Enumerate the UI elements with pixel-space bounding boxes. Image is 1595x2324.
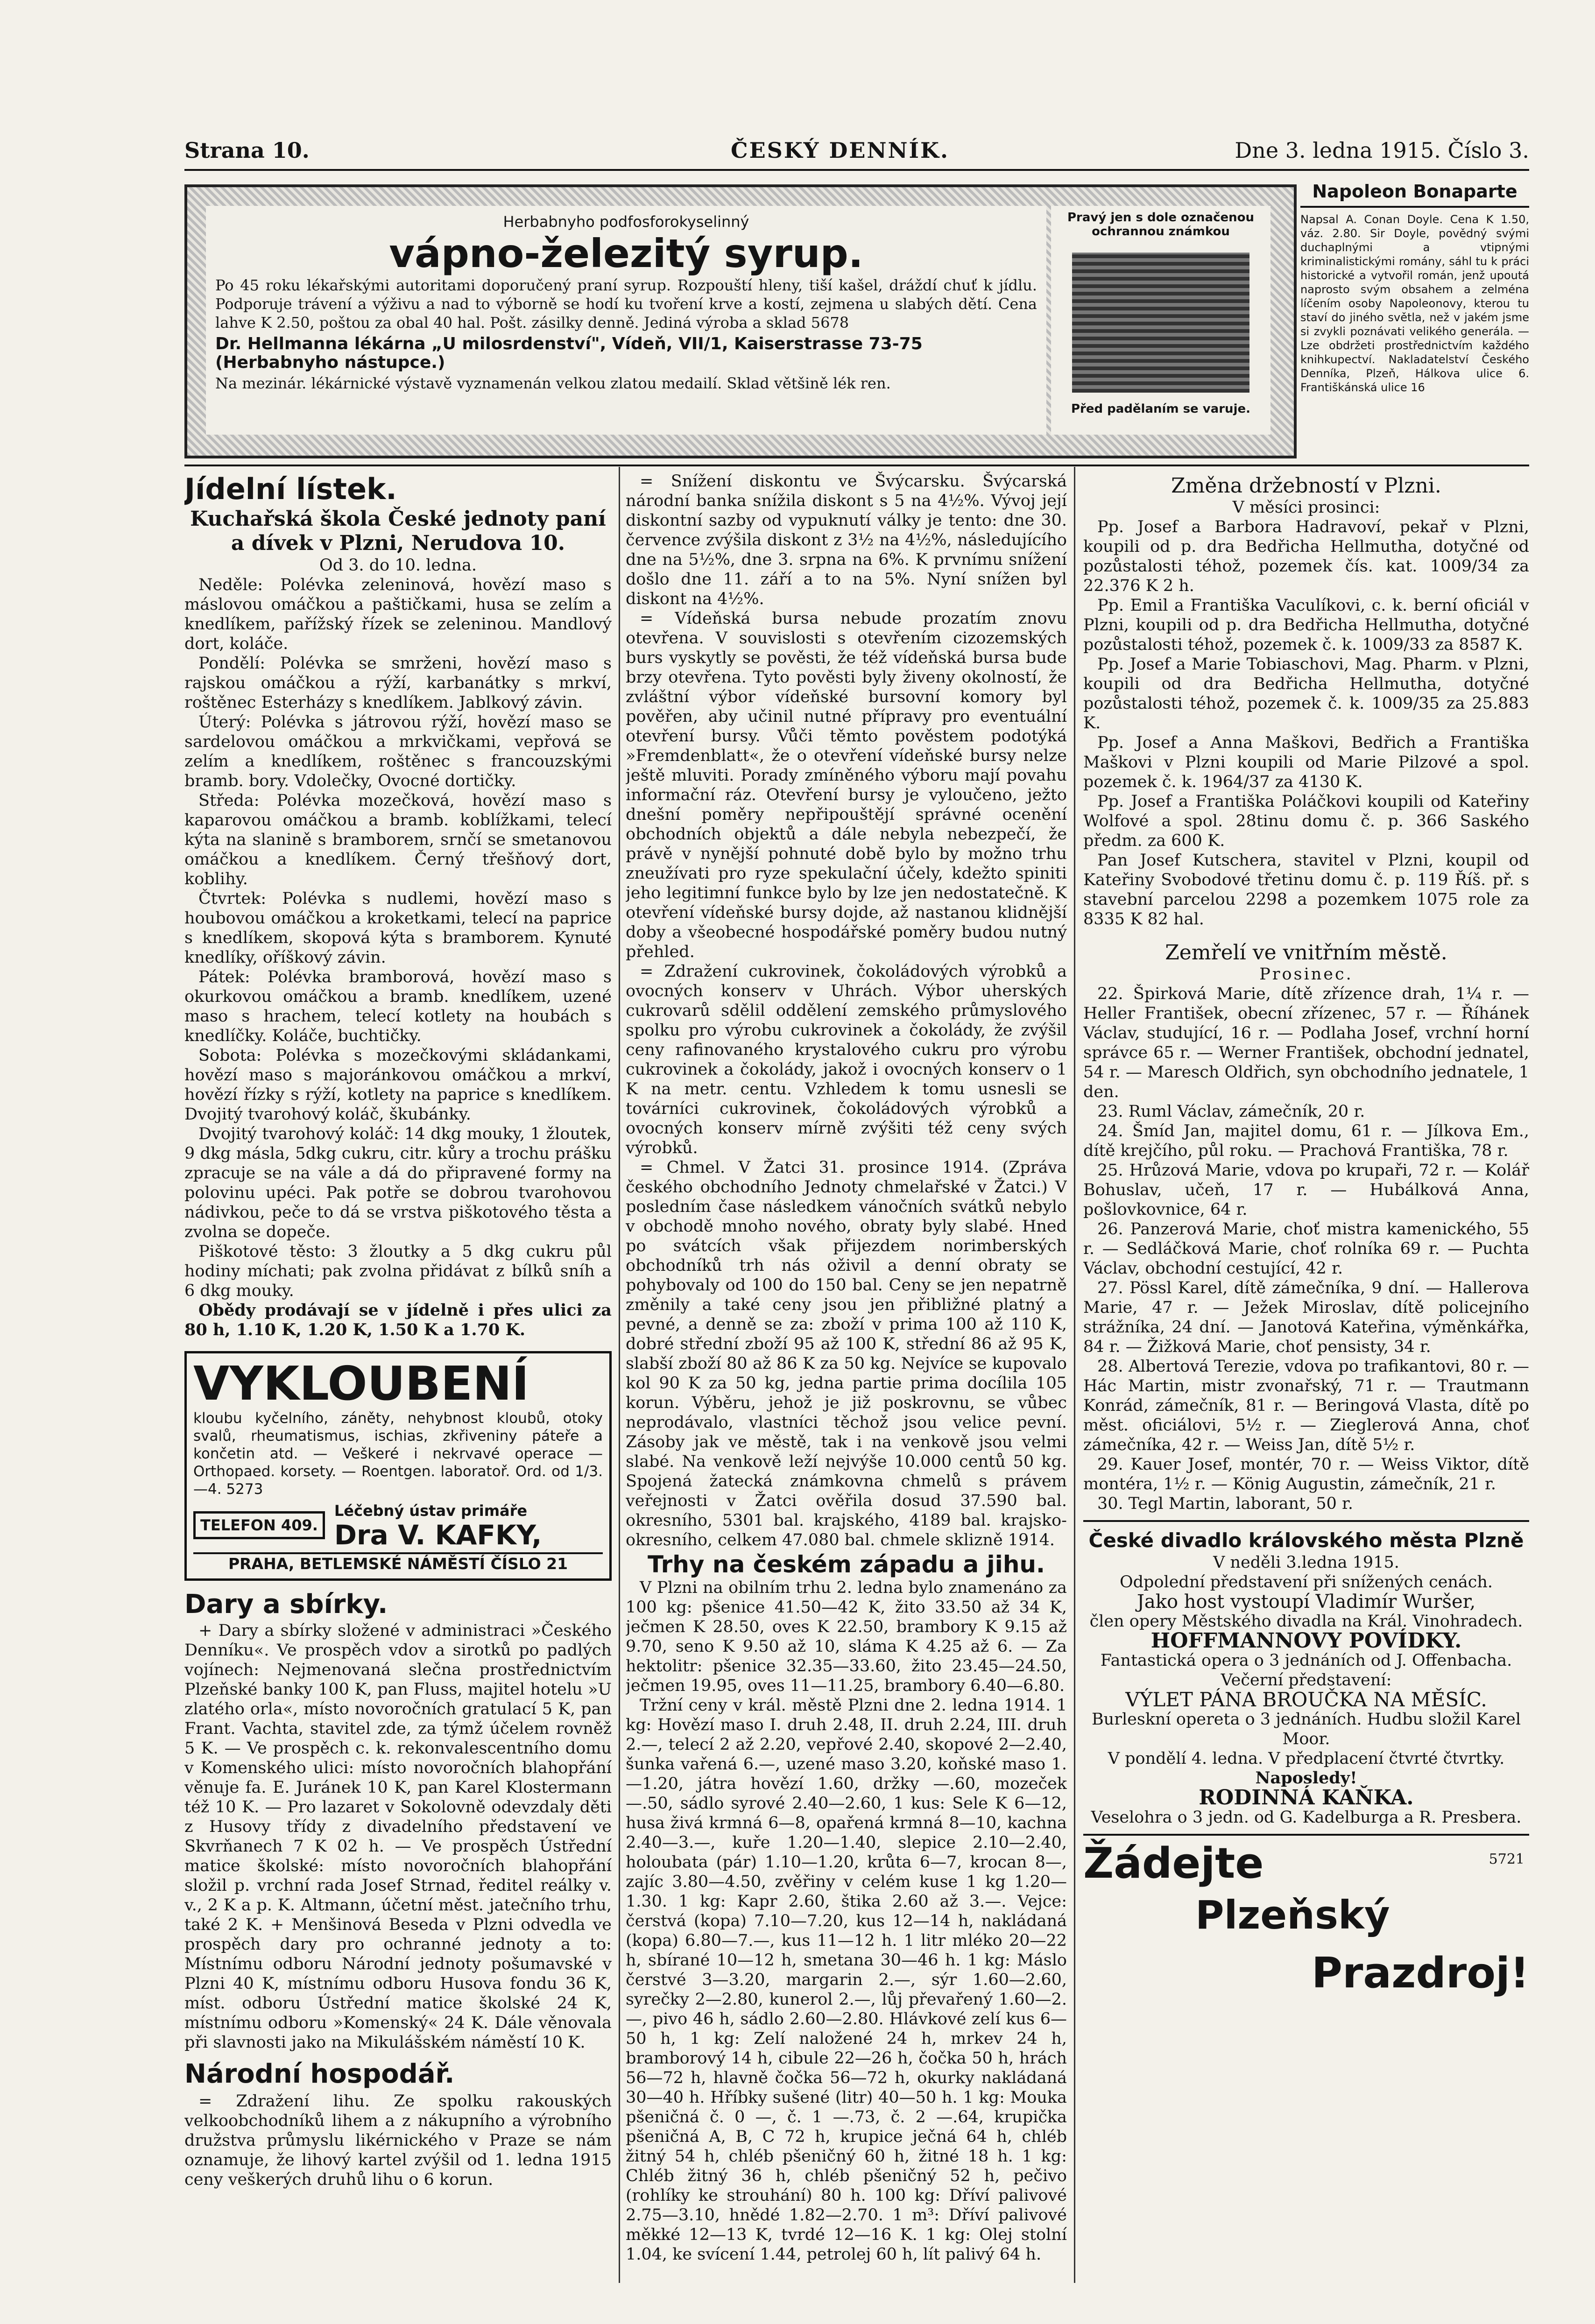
- page-header: [184, 138, 1529, 166]
- plzen-grain-market: V Plzni na obilním trhu 2. ledna bylo znamenáno za 100 kg: pšenice 41.50—42 K, žito 33.50 až 34 K, ječmen K 28.50, oves K 22.50, brambory K 9.15 až 9.70, seno K 9.50 až 10, sláma K 4.25 až 6. — Za hektolitr: pšenice 32.35—33.60, žito 23.45—24.50, ječmen 19.95, oves 11—11.25, brambory 6.40—6.80.: [626, 1578, 1067, 1695]
- zmena-item: Pp. Josef a Františka Poláčkovi koupili od Kateřiny Wolfové a spol. 28tinu domu č. p. 366 Saského předm. za 600 K.: [1083, 792, 1529, 850]
- menu-friday: Pátek: Polévka bramborová, hovězí maso s okurkovou omáčkou a bramb. knedlíkem, uzené maso s hrachem, telecí kotlety na houbách s knedlíčky. Koláče, buchtičky.: [184, 968, 612, 1045]
- vienna-bourse-article: = Vídeňská bursa nebude prozatím znovu otevřena. V souvislosti s otevřením cizozemských burs vyskytly se pověsti, že též vídeňská bursa bude brzy otevřena. Tyto pověsti byly živeny okolností, že zvláštní výbor vídeňské bursovní komory byl pověřen, aby učinil nutné přípravy pro eventuální otevření bursy. Vůči těmto pověstem podotýká »Fremdenblatt«, že o otevření vídeňské bursy nelze ještě mluviti. Porady zmíněného výboru mají povahu informační ráz. Otevření bursy je vyloučeno, ježto dnešní poměry nepřipouštějí správné ocenění obchodních objektů a dále nebyla nebezpečí, že právě v nynější pohnuté době bylo by možno trhu zneužívati pro ryze spekulační účely, kdežto spiniti jeho legitimní funkce bylo by lze jen nedostatečně. K otevření vídeňské bursy dojde, až nastanou klidnější doby a všeobecné hospodářské poměry budou nutný přehled.: [626, 609, 1067, 961]
- syrup-ad-line1: Herbabnyho podfosforokyselinný: [503, 213, 749, 231]
- trademark-note-top: Pravý jen s dole označenou ochrannou známkou: [1067, 211, 1255, 239]
- zemreli-subtitle: Prosinec.: [1259, 965, 1353, 984]
- pilsner-line1: Žádejte: [1083, 1839, 1264, 1888]
- left-column: [184, 472, 612, 2283]
- pilsner-rule: [1083, 1834, 1529, 1836]
- syrup-ad-footer: Na mezinár. lékárnické výstavě vyznamenán velkou zlatou medailí. Sklad většině lék ren.: [215, 374, 891, 392]
- vykloubeni-phone: TELEFON 409.: [193, 1511, 325, 1539]
- narodni-title: Národní hospodář.: [184, 2059, 455, 2089]
- jidelni-dates: Od 3. do 10. ledna.: [319, 556, 477, 575]
- divadlo-line: V pondělí 4. ledna. V předplacení čtvrté čtvrtky.: [1108, 1749, 1505, 1768]
- menu-thursday: Čtvrtek: Polévka s nudlemi, hovězí maso s houbovou omáčkou a kroketkami, telecí na paprice s knedlíkem, skopová kýta s bramborem. Kynuté knedlíky, oříškový závin.: [184, 889, 612, 967]
- menu-monday: Pondělí: Polévka se smrženi, hovězí maso s rajskou omáčkou a rýží, karbanátky s mrkví, roštěnec Esterházy s knedlíkem. Jablkový závin.: [184, 654, 612, 712]
- napoleon-title: Napoleon Bonaparte: [1312, 181, 1517, 202]
- right-column: [1083, 472, 1529, 2283]
- zmena-title: Změna držebností v Plzni.: [1171, 474, 1441, 498]
- zemreli-item: 25. Hrůzová Marie, vdova po krupaři, 72 r. — Kolář Bohuslav, učeň, 17 r. — Hubálková Anna, pošlovkovnice, 64 r.: [1083, 1161, 1529, 1219]
- vykloubeni-doctor-block: [334, 1501, 542, 1549]
- column-divider-2: [1074, 467, 1075, 2283]
- section-rule: [184, 465, 1529, 466]
- zmena-item: Pp. Josef a Barbora Hadravoví, pekař v Plzni, koupili od p. dra Bedřicha Hellmutha, dotyčné od pozůstalosti téhož, pozemek čís. kat. 1009/34 za 22.376 K 2 h.: [1083, 518, 1529, 595]
- syrup-ad-body: Po 45 roku lékařskými autoritami doporučený praní syrup. Rozpouští hleny, tiší kašel, dráždí chuť k jídlu. Podporuje trávení a výživu a nad to výborně se hodí ku tvoření krve a kostí, zejmena u slabých dětí. Cena lahve K 2.50, poštou za obal 40 hal. Pošt. zásilky denně. Jediná výroba a sklad 5678: [215, 276, 1037, 331]
- syrup-advertisement: [184, 184, 1297, 458]
- trademark-stamp-image: [1072, 253, 1249, 393]
- hops-article: = Chmel. V Žatci 31. prosince 1914. (Zpráva českého obchodního Jednoty chmelařské v Žatci.) V posledním čase následkem vánočních svátků nebylo v obchodě mnoho nového, obraty byly slabé. Hned po svátcích však přijezdem norimberských obchodníků trh nás oživil a denní obraty se pohybovaly od 100 do 150 bal. Ceny se jen nepatrně změnily a také ceny jsou jen přibližné platný a pevné, a denně se za: zboží v prima 100 až 110 K, dobré střední zboží 95 až 100 K, střední 86 až 95 K, slabší zboží 80 až 86 K za 50 kg. Nejvíce se kupovalo kol 90 K za 50 kg, jedna partie prima docílila 105 korun. Výběru, jehož je již poskrovnu, se vůbec neprodávalo, vlastníci těchož jsou velice pevní. Zásoby jak ve městě, tak i na venkově jsou velmi slabé. Na venkově leží nejvýše 10.000 centů 50 kg. Spojená žatecká známkovna chmelů s právem veřejnosti v Žatci ověřila dosud 37.590 bal. okresního, 5301 bal. krajského, 4189 bal. krajsko-okresního, celkem 47.080 bal. chmele sklizně 1914.: [626, 1158, 1067, 1549]
- column-divider-1: [619, 467, 620, 2283]
- divadlo-line: člen opery Městského divadla na Král. Vinohradech.: [1089, 1612, 1523, 1631]
- divadlo-title: České divadlo královského města Plzně: [1088, 1529, 1524, 1552]
- plzen-market-prices: Tržní ceny v král. městě Plzni dne 2. ledna 1914. 1 kg: Hovězí maso I. druh 2.48, II. druh 2.24, III. druh 2.—, telecí 2 až 2.20, vepřové 2.40, skopové 2—2.40, šunka vařená 6.—, uzené maso 3.20, koňské maso 1.—1.20, játra hovězí 1.60, držky —.60, mozeček —.50, sádlo syrové 2.40—2.60, 1 kus: Sele K 6—12, husa živá krmná 6—8, opařená krmná 8—10, kachna 2.40—3.—, kuře 1.20—1.40, slepice 2.10—2.40, holoubata (pár) 1.10—1.20, krůta 6—7, krocan 8—, zajíc 3.80—4.50, zvěřiny v celém kuse 1 kg 1.20—1.30. 1 kg: Kapr 2.60, štika 2.60 až 3.—. Vejce: čerstvá (kopa) 7.10—7.20, kus 12—14 h, nakládaná (kopa) 6.80—7.—, kus 11—12 h. 1 litr mléko 20—22 h, sbírané 10—12 h, smetana 30—46 h. 1 kg: Máslo čerstvé 3—3.20, margarin 2.—, sýr 1.60—2.60, syrečky 2—2.80, kunerol 2.—, lůj převařený 1.60—2.—, pivo 46 h, sádlo 2.60—2.80. Hlávkové zelí kus 6—50 h, 1 kg: Zelí naložené 24 h, mrkev 24 h, bramborový 14 h, cibule 22—26 h, čočka 50 h, hrách 56—72 h, hlavně čočka 56—72 h, okurky nakládaná 30—40 h. Hříbky sušené (litr) 40—50 h. 1 kg: Mouka pšeničná č. 0 —, č. 1 —.73, č. 2 —.64, krupička pšeničná A, B, C 72 h, krupice ječná 64 h, chléb žitný 54 h, chléb pšeničný 60 h, žitné 18 h. 1 kg: Chléb žitný 36 h, chléb pšeničný 52 h, pečivo (rohlíky ke strouhání) 80 h. 100 kg: Dříví palivové 2.75—3.10, hnědé 1.82—2.70. 1 m³: Dříví palivové měkké 12—13 K, tvrdé 12—16 K. 1 kg: Olej stolní 1.04, ke svícení 1.44, petrolej 60 h, lít palivý 64 h.: [626, 1696, 1067, 2264]
- dary-body: + Dary a sbírky složené v administraci »Českého Denníku«. Ve prospěch vdov a sirotků po padlých vojínech: Nejmenovaná slečna prostřednictvím Plzeňské banky 100 K, pan Fluss, majitel hotelu »U zlatého orla«, místo novoročních gratulací 5 K, pan Frant. Vachta, stavitel zde, za týmž účelem rovněž 5 K. — Ve prospěch c. k. rekonvalescentního domu v Komenského ulici: místo novoročních blahopřání věnuje fa. E. Juránek 10 K, pan Karel Klostermann též 10 K. — Pro lazaret v Sokolovně odevzdaly děti z Husovy třídy z divadelního představení ve Skvrňanech 7 K 02 h. — Ve prospěch Ústřední matice školské: místo novoročních blahopřání složil p. vrchní rada Josef Strnad, ředitel reálky v. v., 2 K a p. K. Altmann, účetní měst. jatečního trhu, také 2 K. + Menšinová Beseda v Plzni odvedla ve prospěch dary pro ochranné jednoty a to: Místnímu odboru Národní jednoty pošumavské v Plzni 40 K, místnímu odboru Husova fondu 36 K, míst. odboru Ústřední matice školské 24 K, místnímu odboru »Komenský« 24 K. Dále věnovala při slavnosti jako na Mikulášském náměstí 10 K.: [184, 1621, 612, 2052]
- divadlo-line: RODINNÁ KAŇKA.: [1199, 1786, 1414, 1810]
- divadlo-line: VÝLET PÁNA BROUČKA NA MĚSÍC.: [1125, 1688, 1487, 1711]
- vykloubeni-institute: Léčebný ústav primáře: [334, 1502, 528, 1520]
- recipe-cake: Dvojitý tvarohový koláč: 14 dkg mouky, 1 žloutek, 9 dkg másla, 5dkg cukru, citr. kůry a trochu prášku zpracuje se na vále a dá do připravené formy na polovinu upéci. Pak potře se dobrou tvarohovou nádivkou, peče to dá se vrstva piškotového těsta a zvolna se dopeče.: [184, 1125, 612, 1241]
- vykloubeni-title: VYKLOUBENÍ: [193, 1356, 529, 1411]
- divadlo-line: Jako host vystoupí Vladimír Wuršer,: [1136, 1591, 1476, 1613]
- middle-column: [626, 472, 1067, 2283]
- jidelni-title: Jídelní lístek.: [184, 472, 397, 506]
- vykloubeni-address: PRAHA, BETLEMSKÉ NÁMĚSTÍ ČÍSLO 21: [193, 1552, 603, 1574]
- pilsner-code: 5721: [1489, 1851, 1524, 1867]
- zmena-item: Pp. Emil a Františka Vaculíkovi, c. k. berní oficiál v Plzni, koupili od p. dra Bedřicha Hellmutha, dotyčné pozůstalosti téhož, pozemek č. k. 1009/33 za 8587 K.: [1083, 596, 1529, 654]
- zemreli-item: 22. Špirková Marie, dítě zřízence drah, 1¼ r. — Heller František, obecní zřízenec, 57 r. — Říhánek Václav, studující, 16 r. — Podlaha Josef, vrchní horní správce 65 r. — Werner František, obchodní jednatel, 54 r. — Maresch Oldřich, syn obchodního jednatele, 1 den.: [1083, 985, 1529, 1101]
- sugar-prices-article: = Zdražení cukrovinek, čokoládových výrobků a ovocných konserv v Uhrách. Výbor uherských cukrovarů sdělil oddělení zemského průmyslového spolku pro výrobu cukrovinek a čokolády, že zvýšil ceny rafinovaného krystalového cukru pro výrobu cukrovinek a čokolády, jakož i ovocných konserv o 1 K na metr. centu. Vzhledem k tomu usnesli se továrníci cukrovinek, čokoládových výrobků a ovocných konserv mírně zvýšiti též ceny svých výrobků.: [626, 962, 1067, 1157]
- trademark-box: [1051, 206, 1270, 435]
- divadlo-line: V neděli 3.ledna 1915.: [1213, 1553, 1399, 1572]
- divadlo-line: HOFFMANNOVY POVÍDKY.: [1150, 1629, 1462, 1653]
- vykloubeni-advertisement: [184, 1351, 612, 1581]
- pilsner-line2: Plzeňský: [1195, 1892, 1390, 1938]
- page-number: Strana 10.: [184, 138, 310, 163]
- trademark-note-bottom: Před padělaním se varuje.: [1071, 402, 1250, 416]
- menu-tuesday: Úterý: Polévka s játrovou rýží, hovězí maso se sardelovou omáčkou a mrkvičkami, vepřová se zelím a knedlíkem, roštěnec s francouzskými bramb. bory. Vdolečky, Ovocné dortičky.: [184, 713, 612, 790]
- jidelni-subtitle: Kuchařská škola České jednoty paní a dívek v Plzni, Nerudova 10.: [190, 507, 606, 555]
- zmena-subtitle: V měsíci prosinci:: [1232, 498, 1380, 517]
- napoleon-rule: [1300, 206, 1529, 208]
- zmena-item: Pp. Josef a Marie Tobiaschovi, Mag. Pharm. v Plzni, koupili od dra Bedřicha Hellmutha, dotyčné pozůstalosti téhož, pozemek č. k. 1009/35 za 25.883 K.: [1083, 655, 1529, 732]
- divadlo-line: Veselohra o 3 jedn. od G. Kadelburga a R. Presbera.: [1091, 1808, 1522, 1827]
- swiss-discount-article: = Snížení diskontu ve Švýcarsku. Švýcarská národní banka snížila diskont s 5 na 4½%. Vývoj její diskontní sazby od vypuknutí války je tento: dne 30. července zvýšila diskont z 3½ na 4½%, následujícího dne na 5½%, dne 3. srpna na 6%. K prvnímu snížení došlo dne 11. září a to na 5%. Nyní snížen byl diskont na 4½%.: [626, 472, 1067, 608]
- divadlo-line: Burleskní opereta o 3 jednáních. Hudbu složil Karel Moor.: [1091, 1710, 1521, 1748]
- divadlo-line: Večerní představení:: [1221, 1671, 1392, 1690]
- vykloubeni-contact-row: [193, 1501, 603, 1549]
- narodni-body: = Zdražení lihu. Ze spolku rakouských velkoobchodníků lihem a z nákupního a výrobního družstva průmyslu likérnického v Praze se nám oznamuje, že lihový kartel zvýšil od 1. ledna 1915 ceny veškerých druhů lihu o 6 korun.: [184, 2092, 612, 2189]
- zemreli-item: 29. Kauer Josef, montér, 70 r. — Weiss Viktor, dítě montéra, 1½ r. — König Augustin, zámečník, 21 r.: [1083, 1455, 1529, 1493]
- divadlo-line: Naposledy!: [1255, 1768, 1357, 1788]
- zemreli-item: 24. Šmíd Jan, majitel domu, 61 r. — Jílkova Em., dítě krejčího, půl roku. — Prachová Františka, 78 r.: [1083, 1122, 1529, 1160]
- zemreli-item: 26. Panzerová Marie, choť mistra kamenického, 55 r. — Sedláčková Marie, choť rolníka 69 r. — Puchta Václav, obchodní cestující, 42 r.: [1083, 1220, 1529, 1278]
- syrup-ad-pharmacy: Dr. Hellmanna lékárna „U milosrdenství", Vídeň, VII/1, Kaiserstrasse 73-75 (Herbabnyho nástupce.): [215, 334, 923, 372]
- divadlo-line: Odpolední představení při snížených cenách.: [1119, 1573, 1493, 1592]
- pilsner-line3: Prazdroj!: [1312, 1949, 1529, 1998]
- zemreli-item: 28. Albertová Terezie, vdova po trafikantovi, 80 r. — Hác Martin, mistr zvonařský, 71 r. — Trautmann Konrád, zámečník, 81 r. — Beringová Vlasta, dítě po měst. oficiálovi, 5½ r. — Zieglerová Anna, choť zámečníka, 42 r. — Weiss Jan, dítě 5½ r.: [1083, 1357, 1529, 1454]
- menu-saturday: Sobota: Polévka s mozečkovými skládankami, hovězí maso s majoránkovou omáčkou a mrkví, hovězí řízky s rýží, kotlety na paprice s knedlíkem. Dvojitý tvarohový koláč, škubánky.: [184, 1046, 612, 1124]
- vykloubeni-body: kloubu kyčelního, záněty, nehybnost kloubů, otoky svalů, rheumatismus, ischias, zkřiveniny páteře a končetin atd. — Veškeré i nekrvavé operace — Orthopaed. korsety. — Roentgen. laboratoř. Ord. od 1/3.—4. 5273: [193, 1410, 603, 1498]
- divadlo-line: Fantastická opera o 3 jednáních od J. Offenbacha.: [1100, 1651, 1512, 1670]
- vykloubeni-doctor: Dra V. KAFKY,: [334, 1519, 542, 1551]
- dary-title: Dary a sbírky.: [184, 1589, 388, 1620]
- menu-wednesday: Středa: Polévka mozečková, hovězí maso s kaparovou omáčkou a bramb. koblížkami, telecí kýta na slanině s bramborem, srnčí se smetanovou omáčkou a knedlíkem. Černý třešňový dort, koblihy.: [184, 791, 612, 888]
- syrup-ad-text: [206, 206, 1046, 435]
- zemreli-item: 23. Ruml Václav, zámečník, 20 r.: [1097, 1102, 1365, 1121]
- pilsner-advertisement: [1083, 1840, 1529, 2036]
- header-rule: [184, 169, 1529, 171]
- markets-title: Trhy na českém západu a jihu.: [647, 1551, 1045, 1578]
- zemreli-item: 27. Pössl Karel, dítě zámečníka, 9 dní. — Hallerova Marie, 47 r. — Ježek Miroslav, dítě policejního strážníka, 24 dní. — Janotová Kateřina, výměnkářka, 84 r. — Žižková Marie, choť pensisty, 34 r.: [1083, 1279, 1529, 1356]
- zmena-item: Pp. Josef a Anna Maškovi, Bedřich a Františka Maškovi v Plzni koupili od Marie Pilzové a spol. pozemek č. k. 1964/37 za 4130 K.: [1083, 733, 1529, 791]
- zmena-item: Pan Josef Kutschera, stavitel v Plzni, koupil od Kateřiny Svobodové třetinu domu č. p. 119 Říš. př. s stavební parcelou 2298 a pozemkem 1075 role za 8335 K 82 hal.: [1083, 851, 1529, 929]
- zemreli-title: Zemřelí ve vnitřním městě.: [1165, 941, 1447, 965]
- napoleon-notice: [1300, 180, 1529, 394]
- zemreli-item: 30. Tegl Martin, laborant, 50 r.: [1097, 1494, 1354, 1513]
- lunch-prices: Obědy prodávají se v jídelně i přes ulici za 80 h, 1.10 K, 1.20 K, 1.50 K a 1.70 K.: [184, 1301, 612, 1339]
- napoleon-body: Napsal A. Conan Doyle. Cena K 1.50, váz. 2.80. Sir Doyle, povědný svými duchaplnými a vtipnými kriminalistickými romány, sáhl tu k práci historické a vytvořil román, jenž upoutá naprosto svým obsahem a zelména líčením osoby Napoleonovy, kterou tu staví do jiného světla, než v jakém jsme si zvykli poznávati velikého generála. — Lze obdržeti prostřednictvím každého knihkupectví. Nakladatelství Českého Denníka, Plzeň, Hálkova ulice 6. Františkánská ulice 16: [1300, 213, 1529, 394]
- recipe-sponge: Piškotové těsto: 3 žloutky a 5 dkg cukru půl hodiny míchati; pak zvolna přidávat z bílků sníh a 6 dkg mouky.: [184, 1242, 612, 1300]
- menu-sunday: Neděle: Polévka zeleninová, hovězí maso s máslovou omáčkou a paštičkami, husa se zelím a knedlíkem, pařížský řízek se zeleninou. Mandlový dort, koláče.: [184, 576, 612, 653]
- divadlo-rule: [1083, 1520, 1529, 1522]
- issue-date: Dne 3. ledna 1915. Číslo 3.: [1235, 138, 1529, 163]
- syrup-ad-product: vápno-železitý syrup.: [389, 231, 863, 276]
- newspaper-title: ČESKÝ DENNÍK.: [731, 138, 950, 163]
